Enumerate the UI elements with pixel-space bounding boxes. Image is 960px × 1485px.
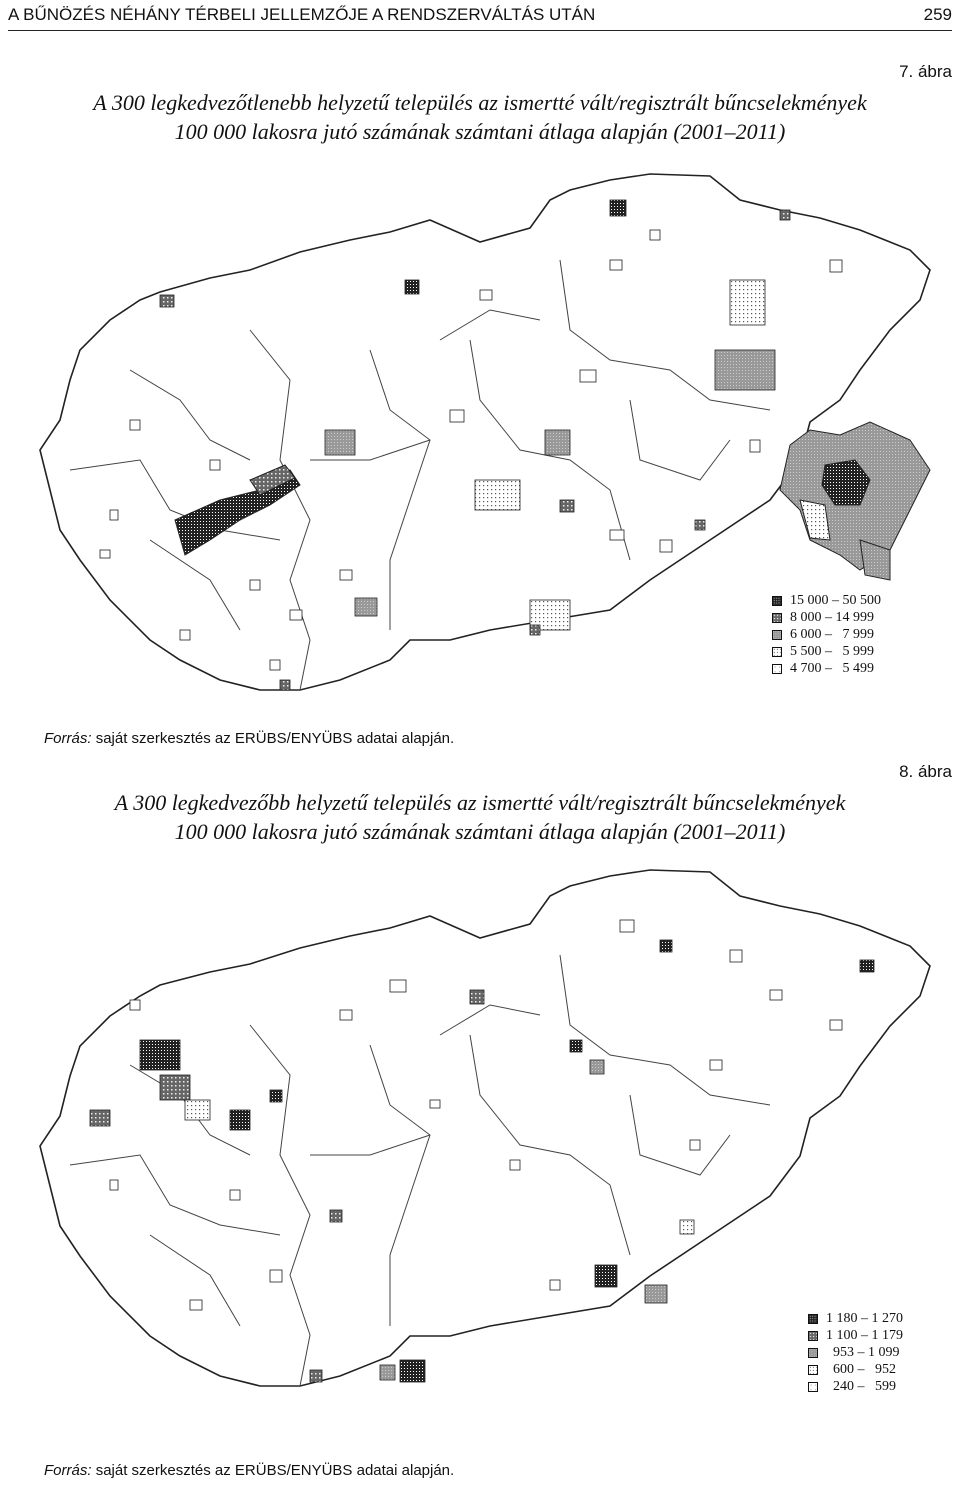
figure8-title-line1: A 300 legkedvezőbb helyzetű település az ismertté vált/regisztrált bűncselekmények (114, 790, 846, 815)
figure8-source (44, 1462, 454, 1479)
legend-item (772, 609, 908, 626)
hungary-outline (40, 870, 930, 1386)
source-label: Forrás: (44, 730, 92, 747)
legend-label: 600 – 952 (826, 1361, 896, 1377)
running-title: A BŰNÖZÉS NÉHÁNY TÉRBELI JELLEMZŐJE A RENDSZERVÁLTÁS UTÁN (8, 5, 596, 24)
legend-label: 1 100 – 1 179 (826, 1327, 903, 1343)
source-text: saját szerkesztés az ERÜBS/ENYÜBS adatai alapján. (95, 1462, 455, 1479)
legend-label: 953 – 1 099 (826, 1344, 900, 1360)
legend-label: 8 000 – 14 999 (790, 609, 874, 625)
legend-swatch (772, 630, 782, 640)
legend-item (808, 1378, 936, 1395)
legend-item (772, 626, 908, 643)
legend-item (772, 592, 908, 609)
source-text: saját szerkesztés az ERÜBS/ENYÜBS adatai alapján. (95, 730, 455, 747)
figure8-title (0, 788, 960, 846)
running-header (8, 0, 952, 31)
legend-label: 1 180 – 1 270 (826, 1310, 903, 1326)
legend-swatch (808, 1331, 818, 1341)
figure8-number: 8. ábra (899, 762, 952, 781)
legend-label: 5 500 – 5 999 (790, 643, 874, 659)
legend-item (808, 1344, 936, 1361)
budapest-districts (780, 422, 930, 580)
legend-label: 6 000 – 7 999 (790, 626, 874, 642)
legend-swatch (808, 1348, 818, 1358)
legend-item (808, 1327, 936, 1344)
legend-item (772, 660, 908, 677)
legend-item (808, 1310, 936, 1327)
page-number: 259 (923, 5, 952, 24)
figure7-title (0, 88, 960, 146)
legend-label: 4 700 – 5 499 (790, 660, 874, 676)
legend-swatch (772, 664, 782, 674)
legend-swatch (772, 613, 782, 623)
figure8-title-line2: 100 000 lakosra jutó számának számtani átlaga alapján (2001–2011) (174, 819, 786, 844)
legend-swatch (808, 1382, 818, 1392)
figure7-title-line1: A 300 legkedvezőtlenebb helyzetű település az ismertté vált/regisztrált bűncselekmények (93, 90, 867, 115)
figure7-source (44, 730, 454, 747)
figure7-number: 7. ábra (899, 62, 952, 81)
legend-item (772, 643, 908, 660)
figure7-title-line2: 100 000 lakosra jutó számának számtani átlaga alapján (2001–2011) (174, 119, 786, 144)
figure8-legend (808, 1310, 936, 1395)
legend-swatch (808, 1365, 818, 1375)
figure7-legend (772, 592, 908, 677)
legend-swatch (808, 1314, 818, 1324)
legend-swatch (772, 596, 782, 606)
legend-label: 240 – 599 (826, 1378, 896, 1394)
legend-item (808, 1361, 936, 1378)
source-label: Forrás: (44, 1462, 92, 1479)
legend-label: 15 000 – 50 500 (790, 592, 881, 608)
legend-swatch (772, 647, 782, 657)
